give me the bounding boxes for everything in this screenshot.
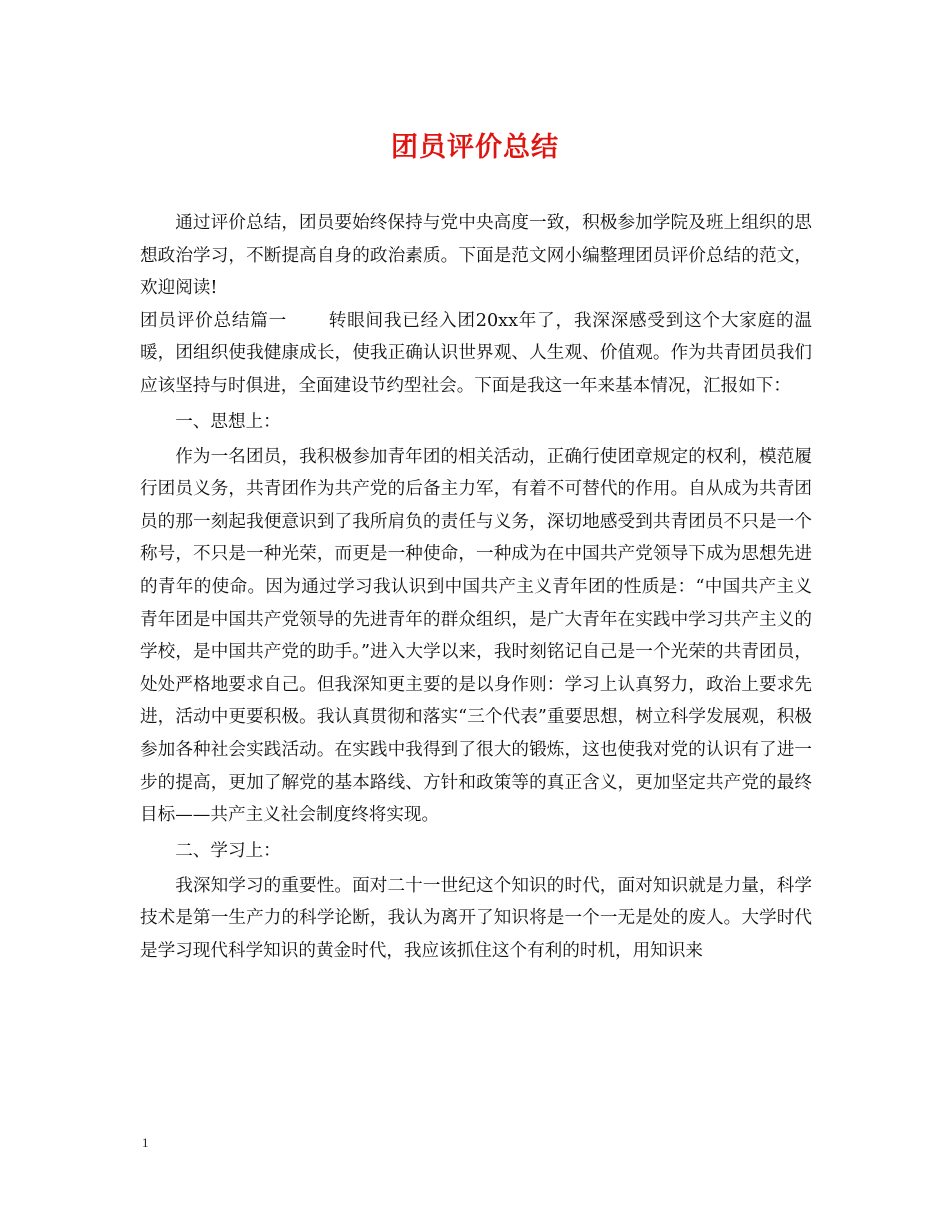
document-body xyxy=(140,207,812,967)
document-title: 团员评价总结 xyxy=(391,132,559,163)
thought-paragraph: 作为一名团员，我积极参加青年团的相关活动，正确行使团章规定的权利，模范履行团员义务，共青团作为共产党的后备主力军，有着不可替代的作用。自从成为共青团员的那一刻起我便意识到了我所肩负的责任与义务，深切地感受到共青团员不只是一个称号，不只是一种光荣，而更是一种使命，一种成为在中国共产党领导下成为思想先进的青年的使命。因为通过学习我认识到中国共产主义青年团的性质是：“中国共产主义青年团是中国共产党领导的先进青年的群众组织，是广大青年在实践中学习共产主义的学校，是中国共产党的助手。”进入大学以来，我时刻铭记自己是一个光荣的共青团员，处处严格地要求自己。但我深知更主要的是以身作则：学习上认真努力，政治上要求先进，活动中更要积极。我认真贯彻和落实“三个代表”重要思想，树立科学发展观，积极参加各种社会实践活动。在实践中我得到了很大的锻炼，这也使我对党的认识有了进一步的提高，更加了解党的基本路线、方针和政策等的真正含义，更加坚定共产党的最终目标——共产主义社会制度终将实现。 xyxy=(140,446,812,826)
heading-thought: 一、思想上： xyxy=(175,411,281,432)
section-one-paragraph xyxy=(140,305,812,403)
intro-paragraph: 通过评价总结，团员要始终保持与党中央高度一致，积极参加学院及班上组织的思想政治学习，不断提高自身的政治素质。下面是范文网小编整理团员评价总结的范文，欢迎阅读! xyxy=(140,213,812,299)
study-paragraph: 我深知学习的重要性。面对二十一世纪这个知识的时代，面对知识就是力量，科学技术是第一生产力的科学论断，我认为离开了知识将是一个一无是处的废人。大学时代是学习现代科学知识的黄金时代，我应该抓住这个有利的时机，用知识来 xyxy=(140,875,812,961)
section-one-label: 团员评价总结篇一 xyxy=(140,310,287,331)
page-number: 1 xyxy=(142,1135,149,1150)
section-one-text: 转眼间我已经入团20xx年了，我深深感受到这个大家庭的温暖，团组织使我健康成长，使我正确认识世界观、人生观、价值观。作为共青团员我们应该坚持与时俱进，全面建设节约型社会。下面是我这一年来基本情况，汇报如下： xyxy=(140,310,812,396)
heading-study: 二、学习上： xyxy=(175,840,281,861)
